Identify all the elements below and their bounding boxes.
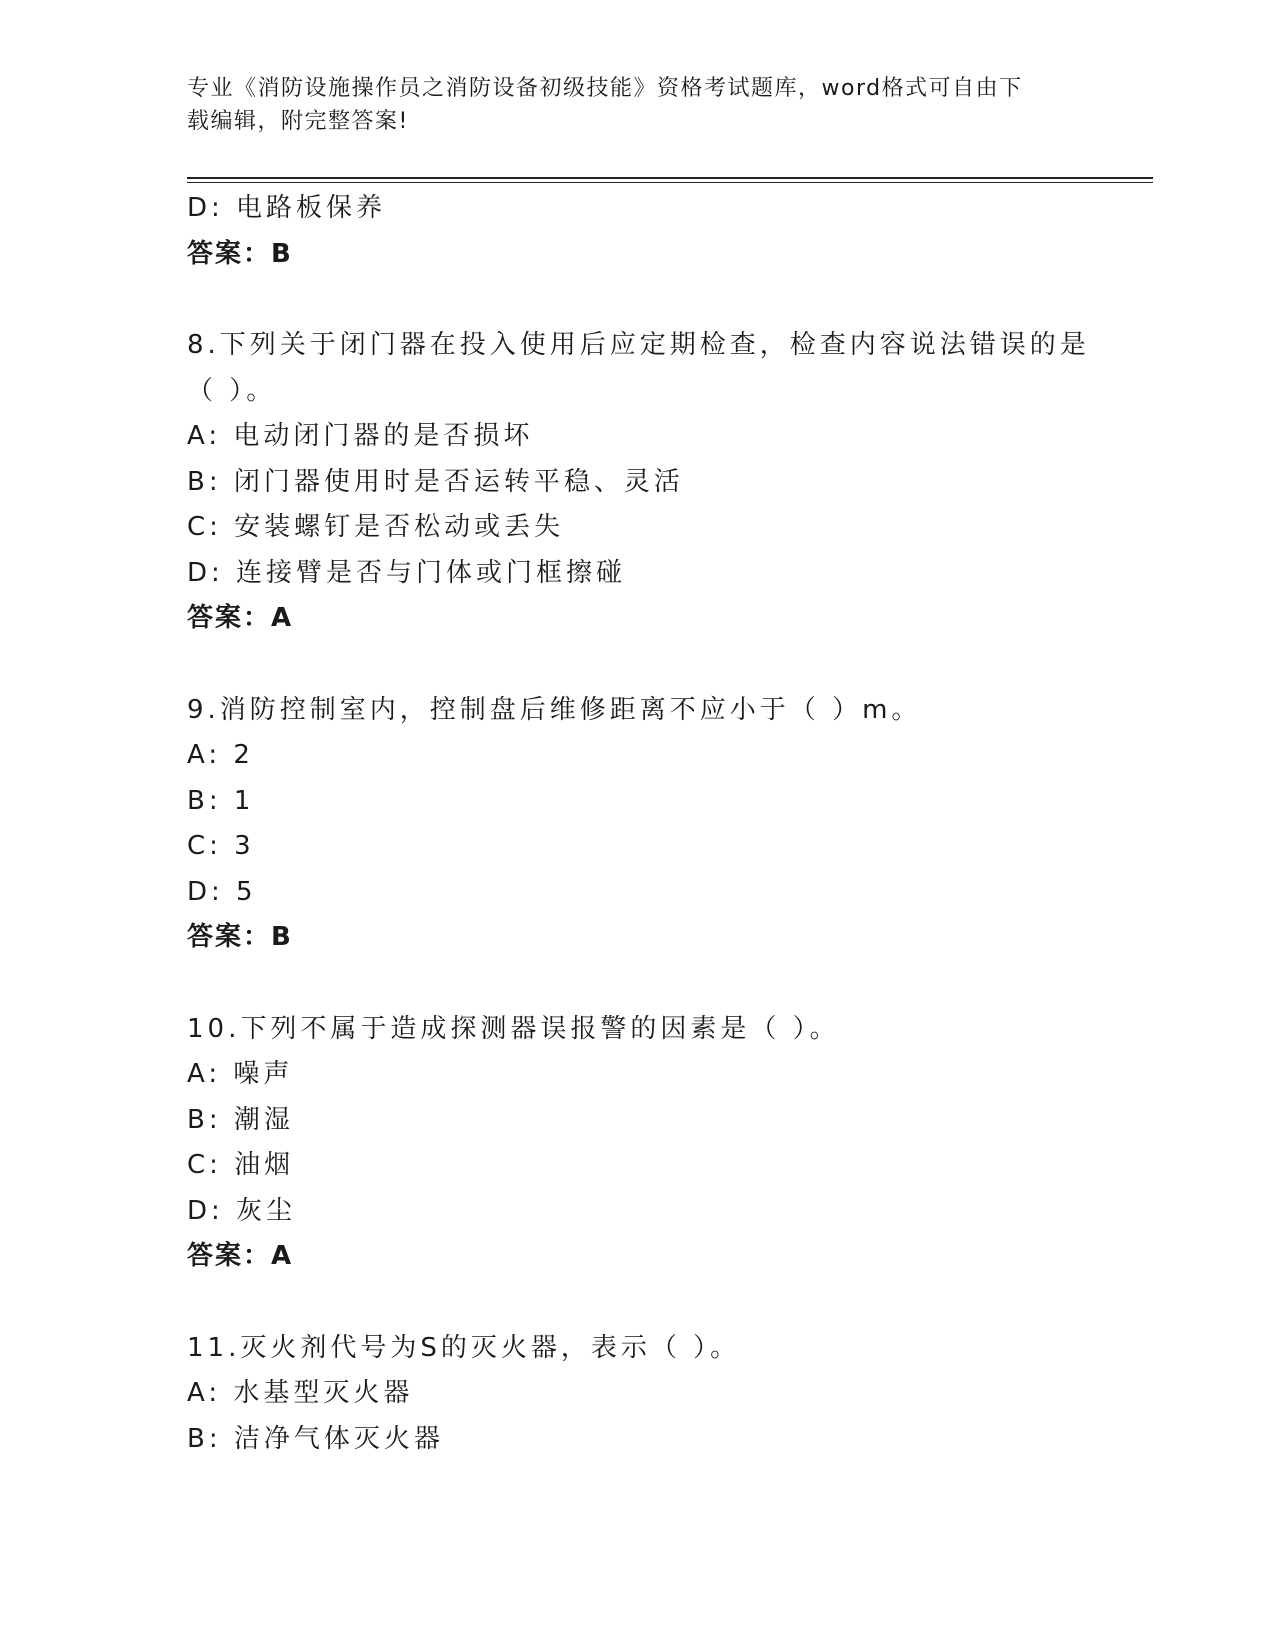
question-8-option-d: D: 连接臂是否与门体或门框擦碰 bbox=[187, 557, 627, 588]
question-8-option-c: C: 安装螺钉是否松动或丢失 bbox=[187, 512, 565, 542]
prev-answer: 答案：B bbox=[187, 238, 293, 269]
question-10 bbox=[187, 1007, 1117, 1280]
question-11-option-b: B: 洁净气体灭火器 bbox=[187, 1423, 444, 1454]
question-8-stem-line-1: 8.下列关于闭门器在投入使用后应定期检查，检查内容说法错误的是 bbox=[187, 330, 1090, 360]
question-9-option-b: B: 1 bbox=[187, 785, 255, 816]
question-9 bbox=[187, 688, 1117, 961]
question-9-option-a: A: 2 bbox=[187, 740, 254, 770]
question-10-option-d: D: 灰尘 bbox=[187, 1195, 297, 1226]
question-9-option-c: C: 3 bbox=[187, 831, 255, 861]
question-9-answer: 答案：B bbox=[187, 922, 293, 952]
question-8-answer: 答案：A bbox=[187, 603, 294, 633]
header-divider bbox=[187, 177, 1153, 179]
spacer bbox=[187, 961, 1117, 1007]
question-10-answer: 答案：A bbox=[187, 1241, 294, 1271]
question-8-option-a: A: 电动闭门器的是否损坏 bbox=[187, 421, 534, 451]
spacer bbox=[187, 1280, 1117, 1326]
question-11-option-a: A: 水基型灭火器 bbox=[187, 1378, 414, 1408]
spacer bbox=[187, 642, 1117, 688]
question-10-option-a: A: 噪声 bbox=[187, 1059, 294, 1089]
question-10-option-c: C: 油烟 bbox=[187, 1150, 295, 1180]
header-line-1: 专业《消防设施操作员之消防设备初级技能》资格考试题库，word格式可自由下 bbox=[187, 76, 1023, 101]
spacer bbox=[187, 277, 1117, 323]
document-header bbox=[187, 72, 1067, 138]
question-8-stem-line-2: （ ）。 bbox=[187, 375, 277, 406]
header-line-2: 载编辑，附完整答案! bbox=[187, 109, 409, 134]
question-10-stem: 10.下列不属于造成探测器误报警的因素是（ ）。 bbox=[187, 1013, 840, 1044]
question-10-option-b: B: 潮湿 bbox=[187, 1104, 294, 1135]
question-9-option-d: D: 5 bbox=[187, 876, 257, 907]
prev-option-d: D: 电路板保养 bbox=[187, 193, 387, 223]
question-11-stem: 11.灭火剂代号为S的灭火器，表示（ ）。 bbox=[187, 1332, 741, 1363]
question-8-option-b: B: 闭门器使用时是否运转平稳、灵活 bbox=[187, 466, 684, 497]
header-divider-thin bbox=[187, 182, 1153, 183]
question-11 bbox=[187, 1326, 1117, 1463]
question-9-stem: 9.消防控制室内，控制盘后维修距离不应小于（ ）m。 bbox=[187, 694, 922, 725]
question-list bbox=[187, 186, 1117, 1462]
question-8 bbox=[187, 323, 1117, 642]
